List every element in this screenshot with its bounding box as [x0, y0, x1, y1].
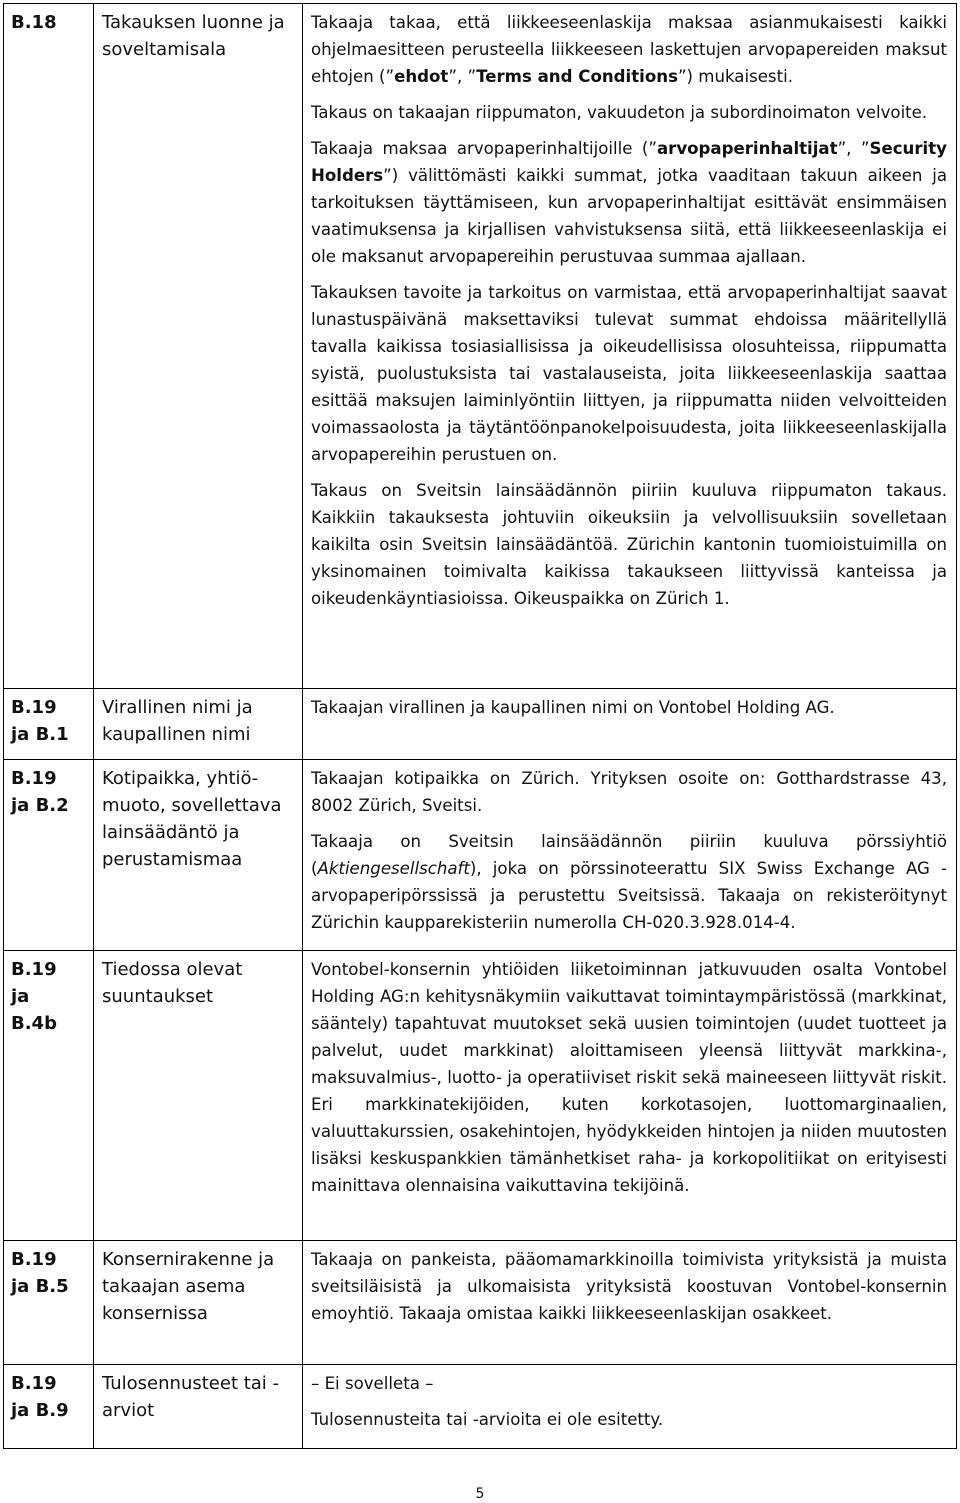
element-number: B.19 ja B.2 — [4, 760, 94, 951]
paragraph: Takaaja maksaa arvopaperinhaltijoille (”arvopaperinhaltijat”, ”Security Holders”) välittömästi kaikki summat, jotka vaaditaan takuun aikeen ja tarkoituksen täyttämiseen, kun arvopaperinhaltijat esittävät ensimmäisen vaatimuksensa ja kirjallisen vahvistuksensa siitä, että liikkeeseenlaskija ei ole maksanut arvopapereihin perustuvaa summaa ajallaan. — [311, 139, 947, 266]
element-content — [303, 1241, 957, 1365]
element-content — [303, 689, 957, 760]
element-content — [303, 1365, 957, 1449]
table-row — [4, 760, 957, 951]
table-row — [4, 1241, 957, 1365]
element-content — [303, 951, 957, 1241]
table-row — [4, 4, 957, 689]
element-content — [303, 760, 957, 951]
paragraph: Takaaja on pankeista, pääomamarkkinoilla toimivista yrityksistä ja muista sveitsiläisistä ja ulkomaisista yrityksistä koostuvan Vontobel-konsernin emoyhtiö. Takaaja omistaa kaikki liikkeeseenlaskijan osakkeet. — [311, 1250, 947, 1323]
element-number: B.19 ja B.5 — [4, 1241, 94, 1365]
paragraph: Takauksen tavoite ja tarkoitus on varmistaa, että arvopaperinhaltijat saavat lunastuspäivänä maksettaviksi tulevat summat ehdoissa määritellyllä tavalla kaikissa tosiasiallisissa ja oikeudellisissa olosuhteissa, riippumatta syistä, puolustuksista tai vastalauseista, joita liikkeeseenlaskija saattaa esittää maksujen laiminlyöntiin liittyen, ja riippumatta niiden velvoitteiden voimassaolosta ja täytäntöönpanokelpoisuudesta, joita liikkeeseenlaskijalla arvopapereihin perustuen on. — [311, 283, 947, 464]
paragraph: Takaus on takaajan riippumaton, vakuudeton ja subordinoimaton velvoite. — [311, 103, 928, 122]
element-number: B.19 ja B.4b — [4, 951, 94, 1241]
table-row — [4, 689, 957, 760]
element-heading: Tulosennusteet tai -arviot — [94, 1365, 303, 1449]
element-content — [303, 4, 957, 689]
table-row — [4, 1365, 957, 1449]
summary-table — [3, 3, 957, 1449]
page-number: 5 — [475, 1486, 485, 1502]
paragraph: Takaaja on Sveitsin lainsäädännön piiriin kuuluva pörssiyhtiö (Aktiengesellschaft), joka on pörssinoteerattu SIX Swiss Exchange AG -arvopaperipörssissä ja perustettu Sveitsissä. Takaaja on rekisteröitynyt Zürichin kaupparekisteriin numerolla CH-020.3.928.014-4. — [311, 832, 947, 932]
element-heading: Virallinen nimi ja kaupallinen nimi — [94, 689, 303, 760]
paragraph: Takaajan virallinen ja kaupallinen nimi on Vontobel Holding AG. — [311, 698, 835, 717]
element-number: B.19 ja B.1 — [4, 689, 94, 760]
element-heading: Tiedossa olevat suuntaukset — [94, 951, 303, 1241]
paragraph: Takaus on Sveitsin lainsäädännön piiriin kuuluva riippumaton takaus. Kaikkiin takauksesta johtuviin oikeuksiin ja velvollisuuksiin sovelletaan kaikilta osin Sveitsin lainsäädäntöä. Zürichin kantonin tuomioistuimilla on yksinomainen toimivalta kaikissa takaukseen liittyvissä kanteissa ja oikeudenkäyntiasioissa. Oikeuspaikka on Zürich 1. — [311, 481, 947, 608]
element-heading: Kotipaikka, yhtiömuoto, sovellettava lainsäädäntö ja perustamismaa — [94, 760, 303, 951]
paragraph: – Ei sovelleta – — [311, 1374, 434, 1393]
paragraph: Takaaja takaa, että liikkeeseenlaskija maksaa asianmukaisesti kaikki ohjelmaesitteen perusteella liikkeeseen laskettujen arvopapereiden maksut ehtojen (”ehdot”, ”Terms and Conditions”) mukaisesti. — [311, 13, 947, 86]
element-number: B.18 — [4, 4, 94, 689]
element-heading: Takauksen luonne ja soveltamisala — [94, 4, 303, 689]
paragraph: Vontobel-konsernin yhtiöiden liiketoiminnan jatkuvuuden osalta Vontobel Holding AG:n kehitysnäkymiin vaikuttavat toimintaympäristössä (markkinat, sääntely) tapahtuvat muutokset sekä uusien toimintojen (uudet tuotteet ja palvelut, uudet markkinat) aloittamiseen yleensä liittyvät markkina-, maksuvalmius-, luotto- ja operatiiviset riskit sekä maineeseen liittyvät riskit. Eri markkinatekijöiden, kuten korkotasojen, luottomarginaalien, valuuttakurssien, osakehintojen, hyödykkeiden hintojen ja niiden muutosten lisäksi keskuspankkien tämänhetkiset raha- ja korkopolitiikat on erityisesti mainittava olennaisina vaikuttavina tekijöinä. — [311, 960, 947, 1195]
paragraph: Tulosennusteita tai -arvioita ei ole esitetty. — [311, 1410, 664, 1429]
table-row — [4, 951, 957, 1241]
paragraph: Takaajan kotipaikka on Zürich. Yrityksen osoite on: Gotthardstrasse 43, 8002 Zürich, Sveitsi. — [311, 769, 947, 815]
element-number: B.19 ja B.9 — [4, 1365, 94, 1449]
element-heading: Konsernirakenne ja takaajan asema konsernissa — [94, 1241, 303, 1365]
